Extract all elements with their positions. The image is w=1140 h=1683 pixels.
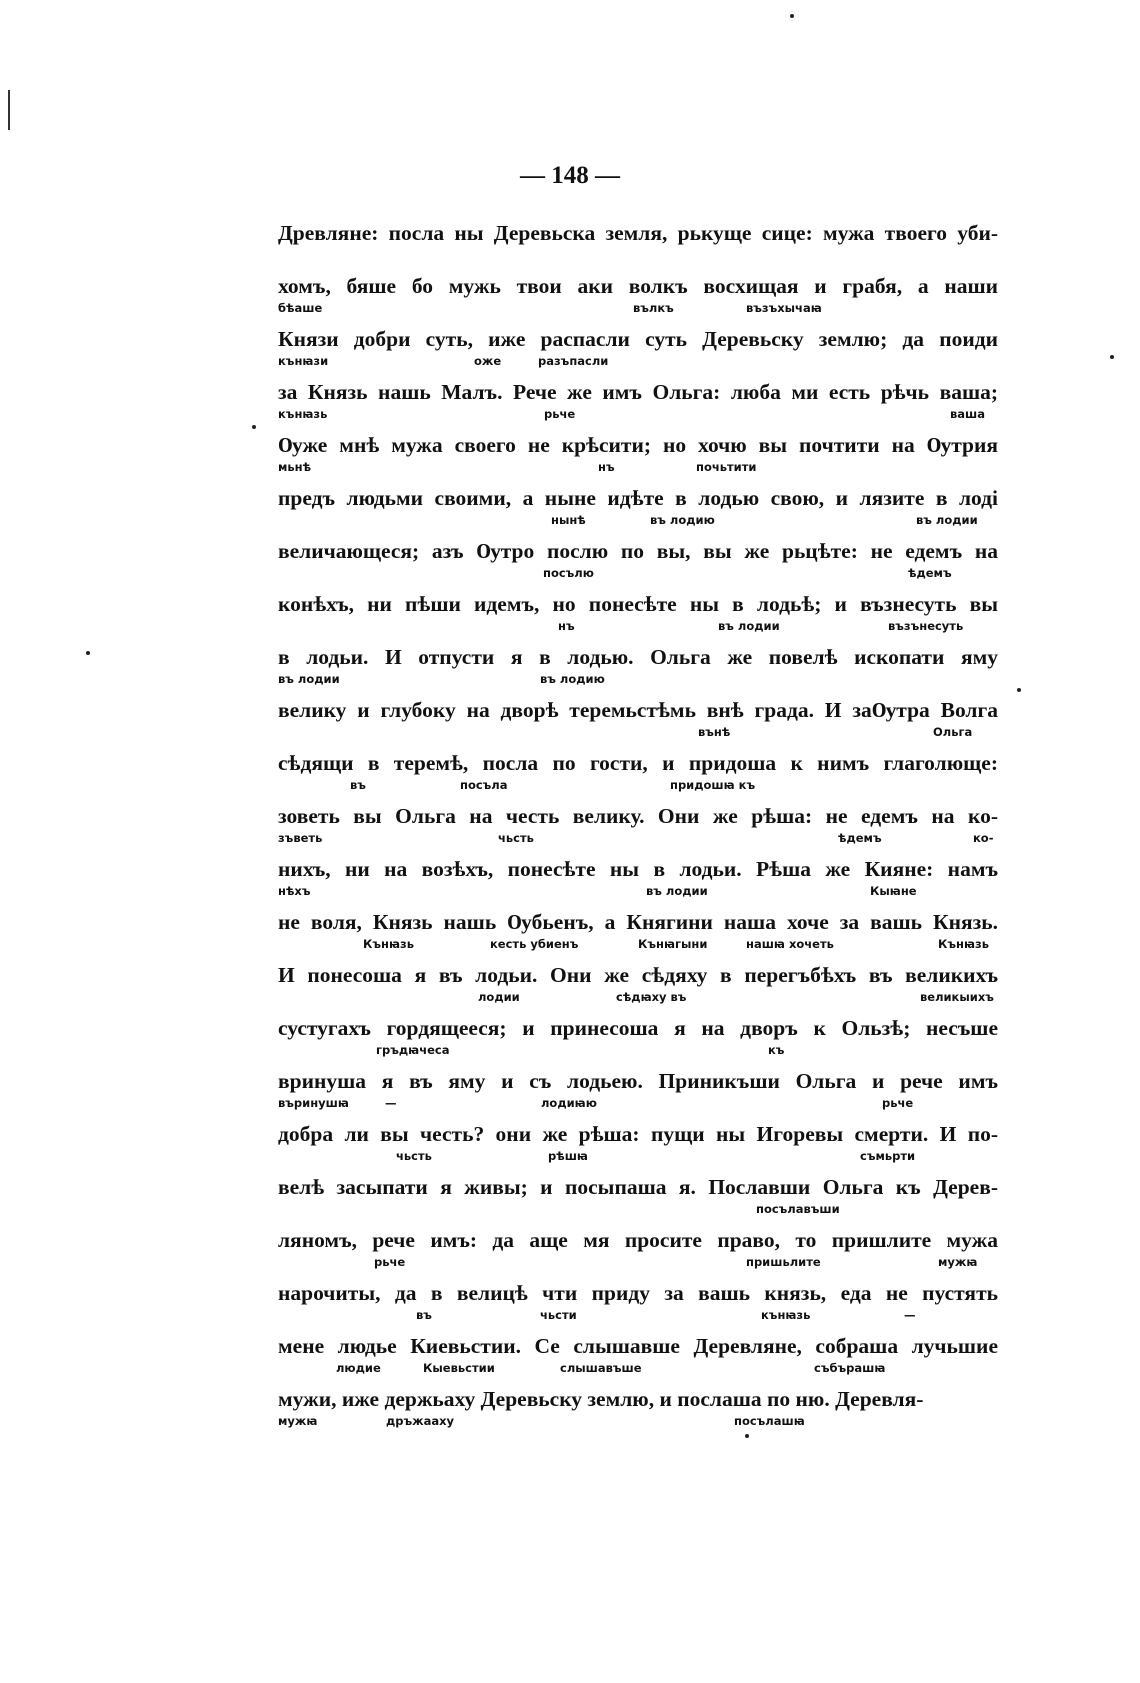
text-line — [278, 271, 998, 324]
text-line — [278, 854, 998, 907]
gloss: ко- — [973, 831, 994, 845]
gloss-row — [278, 1308, 998, 1328]
gloss: кънꙗзь — [278, 407, 328, 421]
gloss: мьнѣ — [278, 460, 312, 474]
gloss: ваша — [950, 407, 986, 421]
text-line — [278, 536, 998, 589]
gloss: чьсти — [540, 1308, 577, 1322]
gloss-row — [278, 460, 998, 480]
gloss: рѣшꙗ — [548, 1149, 588, 1163]
gloss-row — [278, 513, 998, 533]
gloss: придошꙗ къ — [670, 778, 756, 792]
gloss-row — [278, 937, 998, 957]
main-text: величающеся; азъ Ѹтро послю по вы, вы же рьцѣте: не едемъ на — [278, 539, 998, 563]
gloss: кънꙗзь — [761, 1308, 811, 1322]
main-text: ляномъ, рече имъ: да аще мя просите право, то пришлите мужа — [278, 1228, 998, 1252]
main-text: нарочиты, да в велицѣ чти приду за вашь князь, еда не пустять — [278, 1281, 998, 1305]
gloss: чьсть — [498, 831, 534, 845]
gloss: кесть убиенъ — [490, 937, 579, 951]
gloss: въ лодии — [916, 513, 978, 527]
text-line — [278, 430, 998, 483]
gloss-row — [278, 1414, 998, 1434]
gloss-row — [278, 407, 998, 427]
gloss-row — [278, 354, 998, 374]
gloss: Ольга — [933, 725, 973, 739]
main-text: велику и глубоку на дворѣ теремьстѣмь внѣ града. И заѸтра Волга — [278, 698, 998, 722]
text-line — [278, 801, 998, 854]
gloss: нашꙗ хочеть — [746, 937, 834, 951]
gloss: разъпасли — [538, 354, 609, 368]
gloss: въ лодию — [650, 513, 715, 527]
gloss: вълкъ — [633, 301, 674, 315]
gloss-row — [278, 1361, 998, 1381]
main-text: Ѹже мнѣ мужа своего не крѣсити; но хочю вы почтити на Ѹтрия — [278, 433, 998, 457]
gloss: посълашꙗ — [734, 1414, 805, 1428]
gloss: нѣхъ — [278, 884, 311, 898]
main-text: в лодьи. И отпусти я в лодью. Ольга же повелѣ ископати яму — [278, 645, 998, 669]
text-line — [278, 377, 998, 430]
main-text: И понесоша я въ лодьи. Они же сѣдяху в перегъбѣхъ въ великихъ — [278, 963, 998, 987]
text-line — [278, 642, 998, 695]
main-text: зоветь вы Ольга на честь велику. Они же рѣша: не едемъ на ко- — [278, 804, 998, 828]
gloss-row — [278, 831, 998, 851]
main-text: мужи, иже держьаху Деревьску землю, и послаша по ню. Деревля- — [278, 1387, 924, 1411]
gloss: посъла — [460, 778, 508, 792]
gloss: възънесуть — [888, 619, 964, 633]
gloss: Кънꙗзь — [363, 937, 414, 951]
text-line — [278, 589, 998, 642]
gloss: мужꙗ — [938, 1255, 978, 1269]
text-line — [278, 960, 998, 1013]
gloss: кънꙗзи — [278, 354, 329, 368]
main-text: за Князь нашь Малъ. Рече же имъ Ольга: люба ми есть рѣчь ваша; — [278, 380, 998, 404]
gloss: въ лодии — [646, 884, 708, 898]
text-line — [278, 324, 998, 377]
gloss: рьче — [374, 1255, 406, 1269]
text-line — [278, 1384, 998, 1437]
gloss: въ лодии — [718, 619, 780, 633]
text-line — [278, 218, 998, 271]
gloss: въ лодии — [278, 672, 340, 686]
gloss-row — [278, 778, 998, 798]
text-line — [278, 483, 998, 536]
main-text: сѣдящи в теремѣ, посла по гости, и придоша к нимъ глаголюще: — [278, 751, 998, 775]
main-text: нихъ, ни на возѣхъ, понесѣте ны в лодьи. Рѣша же Кияне: намъ — [278, 857, 998, 881]
gloss: гръдꙗчеса — [376, 1043, 450, 1057]
main-text: велѣ засыпати я живы; и посыпаша я. Пославши Ольга къ Дерев- — [278, 1175, 998, 1199]
page-number: — 148 — — [520, 162, 620, 189]
gloss: нынѣ — [551, 513, 586, 527]
text-line — [278, 695, 998, 748]
gloss: въ — [350, 778, 366, 792]
gloss-row — [278, 990, 998, 1010]
gloss-row — [278, 301, 998, 321]
gloss: чьсть — [396, 1149, 432, 1163]
gloss: мужꙗ — [278, 1414, 318, 1428]
gloss: въ — [416, 1308, 432, 1322]
gloss-row — [278, 884, 998, 904]
text-line — [278, 1172, 998, 1225]
gloss: ѣдемъ — [908, 566, 952, 580]
gloss: — — [385, 1096, 397, 1110]
gloss: събърашꙗ — [814, 1361, 886, 1375]
main-text: мене людье Киевьстии. Се слышавше Деревляне, собраша лучьшие — [278, 1334, 998, 1358]
gloss: ѣдемъ — [838, 831, 882, 845]
gloss: Кыевьстии — [423, 1361, 495, 1375]
main-text: Древляне: посла ны Деревьска земля, рькуще сице: мужа твоего уби- — [278, 221, 998, 245]
text-line — [278, 1119, 998, 1172]
gloss: посълю — [543, 566, 594, 580]
text-line — [278, 748, 998, 801]
gloss: нъ — [598, 460, 615, 474]
gloss-row — [278, 619, 998, 639]
speck — [1110, 355, 1114, 359]
speck — [86, 651, 90, 655]
gloss: лодии — [478, 990, 520, 1004]
gloss: оже — [474, 354, 502, 368]
gloss: въ лодию — [540, 672, 605, 686]
text-line — [278, 1066, 998, 1119]
gloss: Кънꙗгыни — [638, 937, 708, 951]
speck — [745, 1434, 749, 1438]
text-line — [278, 1013, 998, 1066]
text-line — [278, 1278, 998, 1331]
gloss: великыихъ — [920, 990, 994, 1004]
gloss-row — [278, 1096, 998, 1116]
gloss: — — [904, 1308, 916, 1322]
gloss-row — [278, 1149, 998, 1169]
gloss: рьче — [882, 1096, 914, 1110]
gloss-row — [278, 1202, 998, 1222]
main-text: хомъ, бяше бо мужь твои аки волкъ восхищая и грабя, а наши — [278, 274, 998, 298]
gloss: нъ — [558, 619, 575, 633]
speck — [790, 14, 794, 18]
gloss-row — [278, 1255, 998, 1275]
text-line — [278, 907, 998, 960]
text-line — [278, 1225, 998, 1278]
main-text: конѣхъ, ни пѣши идемъ, но понесѣте ны в лодьѣ; и възнесуть вы — [278, 592, 998, 616]
gloss: лодиꙗю — [541, 1096, 597, 1110]
gloss-row — [278, 248, 998, 268]
gloss: посълавъши — [756, 1202, 840, 1216]
gloss: бѣаше — [278, 301, 323, 315]
text-line — [278, 1331, 998, 1384]
main-text: Князи добри суть, иже распасли суть Деревьску землю; да поиди — [278, 327, 998, 351]
gloss-row — [278, 566, 998, 586]
gloss: Кънꙗзь — [938, 937, 989, 951]
gloss-row — [278, 725, 998, 745]
gloss: слышавъше — [560, 1361, 642, 1375]
speck — [252, 425, 256, 429]
gloss: възъхычаꙗ — [746, 301, 822, 315]
main-text: не воля, Князь нашь Ѹбьенъ, а Княгини наша хоче за вашь Князь. — [278, 910, 998, 934]
main-text: сустугахъ гордящееся; и принесоша я на дворъ к Ользѣ; несъше — [278, 1016, 998, 1040]
gloss: людие — [336, 1361, 381, 1375]
gloss: почьтити — [696, 460, 757, 474]
gloss: рьче — [544, 407, 576, 421]
gloss: къ — [768, 1043, 785, 1057]
gloss: сѣдꙗху въ — [616, 990, 687, 1004]
gloss: зъветь — [278, 831, 323, 845]
gloss-row — [278, 1043, 998, 1063]
gloss: съмьрти — [860, 1149, 916, 1163]
gloss: Кыꙗне — [870, 884, 917, 898]
gloss: дръжааху — [386, 1414, 455, 1428]
gloss: пришьлите — [746, 1255, 821, 1269]
speck — [1017, 688, 1021, 692]
gloss-row — [278, 672, 998, 692]
gloss: вънѣ — [698, 725, 731, 739]
text-block — [278, 218, 998, 1437]
margin-mark — [8, 90, 10, 130]
main-text: предъ людьми своими, а ныне идѣте в лодью свою, и лязите в лоді — [278, 486, 998, 510]
gloss: въринушꙗ — [278, 1096, 349, 1110]
main-text: вринуша я въ яму и съ лодьею. Приникъши Ольга и рече имъ — [278, 1069, 998, 1093]
main-text: добра ли вы честь? они же рѣша: пущи ны Игоревы смерти. И по- — [278, 1122, 998, 1146]
